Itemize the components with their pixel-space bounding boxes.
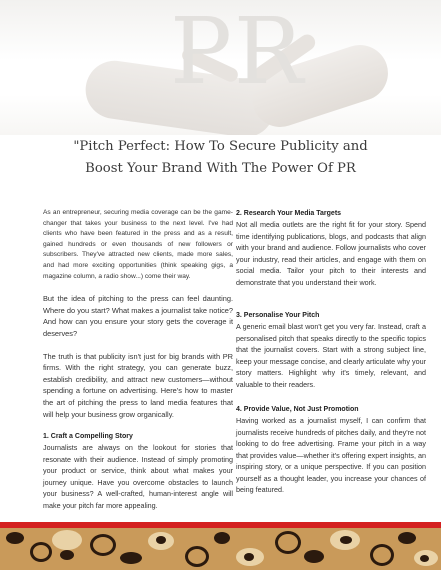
- section-body-4: Having worked as a journalist myself, I can confirm that journalists receive hundreds of pitches daily, and they're not looking to do free advertising. Frame your pitch in a way that provides value—whether it's offering expert insights, an inspiring story, or a unique perspective. If you can position yourself as a thought leader, you increase your chances of being featured.: [236, 416, 426, 494]
- section-heading-2: 2. Research Your Media Targets: [236, 210, 342, 217]
- leopard-print-band: [0, 528, 441, 570]
- section-body-1: Journalists are always on the lookout for stories that resonate with their audience. Instead of simply promoting your product or service, think about what makes your journey unique. Have you overcome obstacles to launch your business? A well-crafted, human-interest angle will make your pitch far more appealing.: [43, 443, 233, 510]
- section-heading-3: 3. Personalise Your Pitch: [236, 312, 320, 319]
- section-body-3: A generic email blast won't get you very far. Instead, craft a personalised pitch that speaks directly to the specific topics that the journalist covers. Start with a strong subject line, keep your message concise, and clearly articulate why your story matters. Highlight why it's timely, relevant, and valuable to their readers.: [236, 322, 426, 389]
- section-body-2: Not all media outlets are the right fit for your story. Spend time identifying publications, blogs, and podcasts that align with your brand and audience. Follow journalists who cover your industry, read their articles, and engage with them on social media. Tailor your pitch to their interests and demonstrate that you understand their work.: [236, 220, 426, 287]
- paragraph-intro: As an entrepreneur, securing media coverage can be the game-changer that takes your business to the next level. I've had clients who have been featured in the press and as a result, gained hundreds or even thousands of new followers or subscribers. They've attracted new clients, made more sales, and had more exciting opportunities (think speaking gigs, a magazine column, a radio show...) come their way.: [43, 209, 233, 280]
- section-heading-1: 1. Craft a Compelling Story: [43, 433, 133, 441]
- paragraph-truth: The truth is that publicity isn't just for big brands with PR firms. With the right strategy, you can generate buzz, establish credibility, and attract new customers—without spending a fortune on advertising. Here's how to master the art of pitching the press to land media features that will help your business grow organically.: [43, 351, 233, 419]
- article-title-line-1: "Pitch Perfect: How To Secure Publicity and: [73, 139, 368, 154]
- section-heading-4: 4. Provide Value, Not Just Promotion: [236, 406, 359, 413]
- article-title: [0, 136, 441, 180]
- hero-pr-letters: PR: [170, 0, 306, 105]
- article-title-line-2: Boost Your Brand With The Power Of PR: [85, 161, 356, 176]
- left-column: [43, 208, 233, 523]
- paragraph-daunting: But the idea of pitching to the press can feel daunting. Where do you start? What makes a journalist take notice? And how can you ensure your story gets the coverage it deserves?: [43, 294, 233, 338]
- hero-image: [0, 0, 441, 135]
- right-column: [236, 208, 426, 508]
